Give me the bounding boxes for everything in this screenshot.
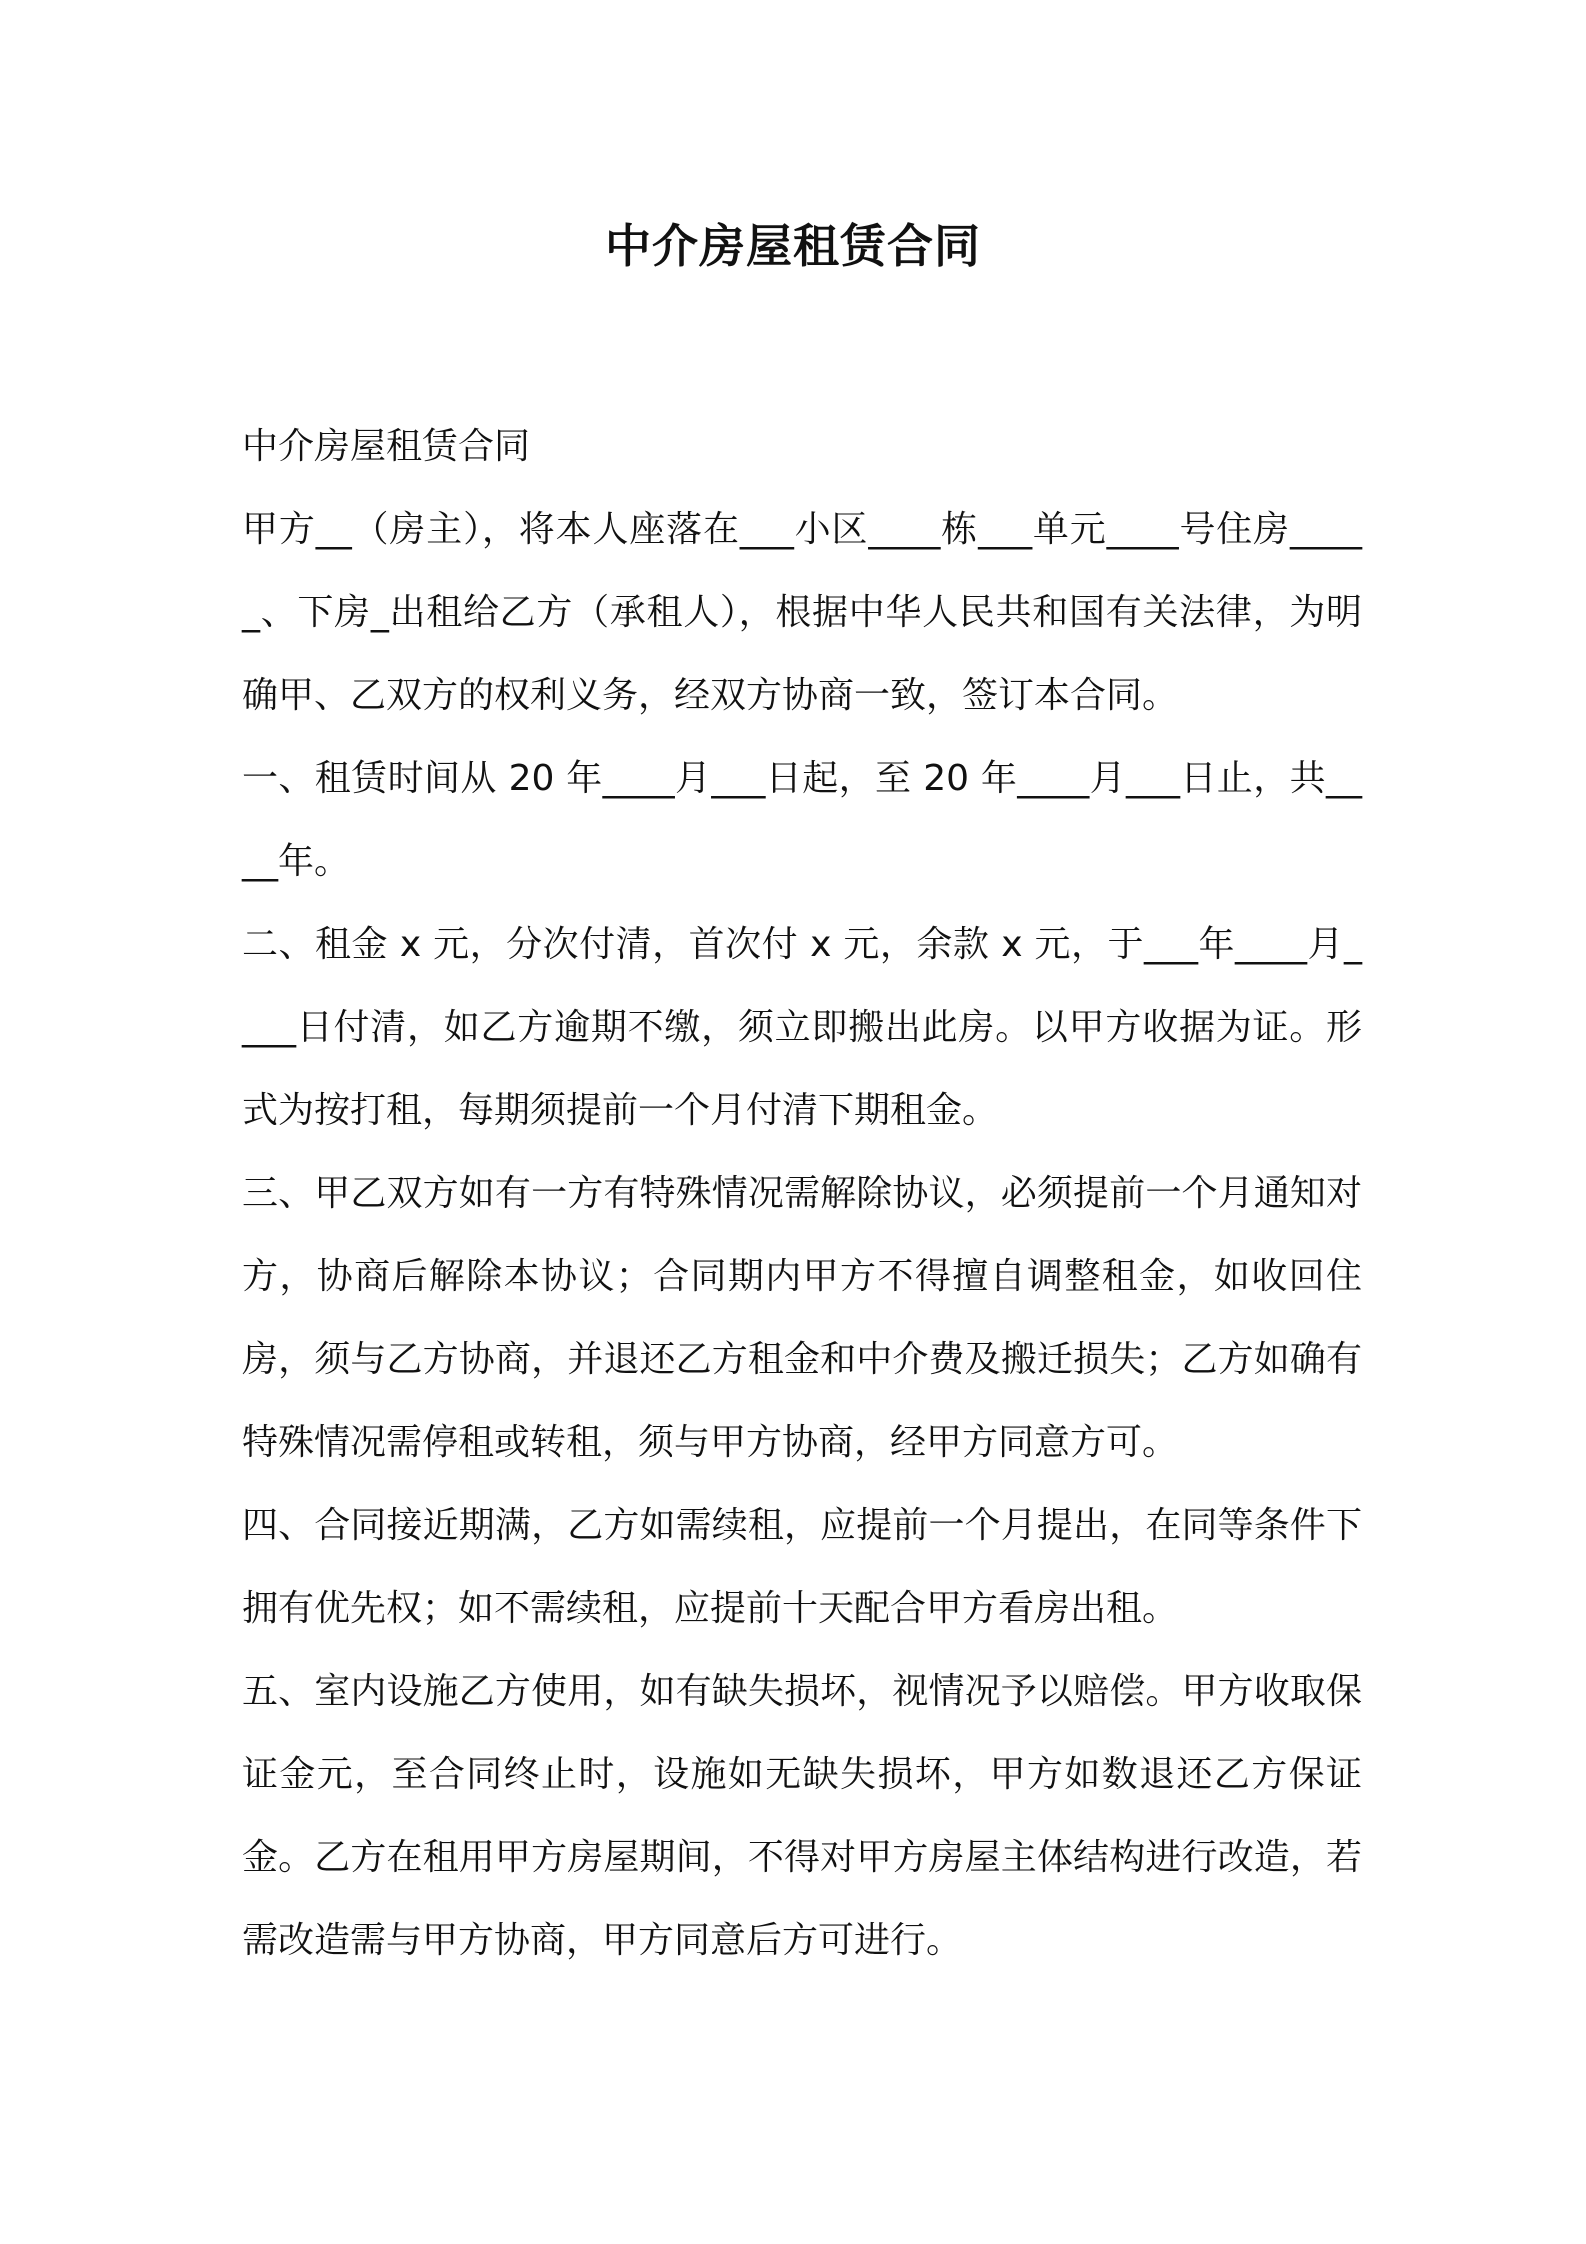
document-subtitle: 中介房屋租赁合同 <box>242 426 531 467</box>
paragraph-clause-5: 五、室内设施乙方使用，如有缺失损坏，视情况予以赔偿。甲方收取保证金元，至合同终止时，设施如无缺失损坏，甲方如数退还乙方保证金。乙方在租用甲方房屋期间，不得对甲方房屋主体结构进行改造，若需改造需与甲方协商，甲方同意后方可进行。 <box>242 1671 1362 1961</box>
paragraph-clause-3: 三、甲乙双方如有一方有特殊情况需解除协议，必须提前一个月通知对方，协商后解除本协议；合同期内甲方不得擅自调整租金，如收回住房，须与乙方协商，并退还乙方租金和中介费及搬迁损失；乙方如确有特殊情况需停租或转租，须与甲方协商，经甲方同意方可。 <box>242 1173 1362 1463</box>
paragraph-clause-2: 二、租金 x 元，分次付清，首次付 x 元，余款 x 元，于___年____月____日付清，如乙方逾期不缴，须立即搬出此房。以甲方收据为证。形式为按打租，每期须提前一个月付清下期租金。 <box>242 924 1362 1131</box>
paragraph-clause-1: 一、租赁时间从 20 年____月___日起，至 20 年____月___日止，共____年。 <box>242 758 1362 882</box>
document-body <box>242 405 1362 1982</box>
paragraph-preamble: 甲方__（房主），将本人座落在___小区____栋___单元____号住房_____、下房_出租给乙方（承租人），根据中华人民共和国有关法律，为明确甲、乙双方的权利义务，经双方协商一致，签订本合同。 <box>242 509 1362 716</box>
paragraph-clause-4: 四、合同接近期满，乙方如需续租，应提前一个月提出，在同等条件下拥有优先权；如不需续租，应提前十天配合甲方看房出租。 <box>242 1505 1362 1629</box>
document-title: 中介房屋租赁合同 <box>605 219 981 273</box>
